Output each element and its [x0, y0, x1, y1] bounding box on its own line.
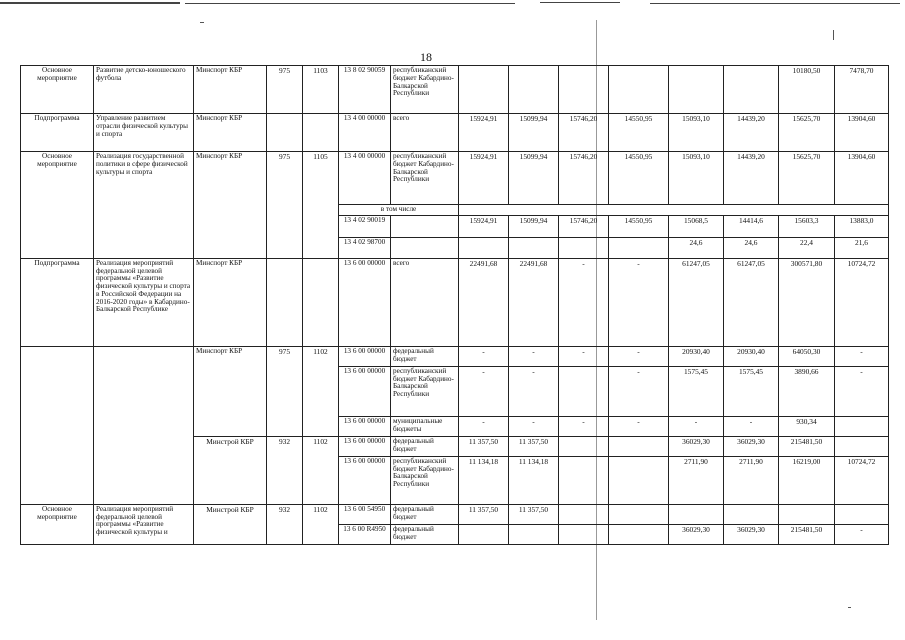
value-cell: 15924,91	[459, 114, 509, 152]
value-cell: 215481,50	[779, 436, 835, 456]
value-cell: -	[609, 258, 669, 346]
row-type: Подпрограмма	[21, 114, 94, 152]
value-cell: -	[609, 416, 669, 436]
row-source: всего	[391, 258, 459, 346]
value-cell: -	[559, 416, 609, 436]
value-cell	[459, 237, 509, 258]
row-name	[94, 346, 194, 504]
row-csr: 13 6 00 R4950	[339, 524, 391, 544]
row-executor: Минспорт КБР	[194, 346, 267, 436]
value-cell: 13904,60	[835, 114, 889, 152]
value-cell: -	[669, 416, 724, 436]
scan-top-line-4	[650, 3, 900, 4]
value-cell: 15746,20	[559, 152, 609, 205]
row-csr: 13 4 02 98700	[339, 237, 391, 258]
value-cell: 20930,40	[724, 346, 779, 366]
table-row	[21, 346, 889, 366]
row-csr: 13 6 00 00000	[339, 456, 391, 504]
value-cell: -	[835, 366, 889, 416]
value-cell	[509, 237, 559, 258]
value-cell	[559, 66, 609, 114]
row-type	[21, 346, 94, 504]
empty-cell	[267, 114, 303, 152]
scan-speck	[200, 22, 204, 23]
scan-top-line-3	[540, 2, 620, 3]
value-cell: 11 357,50	[459, 504, 509, 524]
row-name: Реализация мероприятий федеральной целевой программы «Развитие физической культуры и спорта в Российской Федерации на 2016-2020 годы» в Кабардино-Балкарской Республике	[94, 258, 194, 346]
value-cell: -	[835, 346, 889, 366]
value-cell: -	[559, 258, 609, 346]
row-executor: Минспорт КБР	[194, 114, 267, 152]
value-cell	[559, 237, 609, 258]
value-cell: -	[459, 416, 509, 436]
value-cell	[559, 436, 609, 456]
value-cell: 15924,91	[459, 215, 509, 237]
value-cell: 1575,45	[724, 366, 779, 416]
row-executor: Минспорт КБР	[194, 152, 267, 259]
row-source: федеральный бюджет	[391, 504, 459, 524]
value-cell: 14550,95	[609, 114, 669, 152]
value-cell	[609, 456, 669, 504]
value-cell: 10724,72	[835, 456, 889, 504]
row-source: республиканский бюджет Кабардино-Балкарской Республики	[391, 456, 459, 504]
value-cell	[559, 456, 609, 504]
value-cell: -	[509, 366, 559, 416]
row-csr: 13 6 00 00000	[339, 366, 391, 416]
row-grbs: 975	[267, 66, 303, 114]
value-cell: 11 357,50	[509, 504, 559, 524]
row-source: федеральный бюджет	[391, 436, 459, 456]
row-source: республиканский бюджет Кабардино-Балкарской Республики	[391, 66, 459, 114]
row-rzpr: 1103	[303, 66, 339, 114]
row-executor: Минспорт КБР	[194, 66, 267, 114]
table-row	[21, 152, 889, 205]
value-cell: 15093,10	[669, 114, 724, 152]
table-row	[21, 504, 889, 524]
value-cell: 10180,50	[779, 66, 835, 114]
value-cell: 15746,20	[559, 215, 609, 237]
value-cell: 14550,95	[609, 152, 669, 205]
row-csr: 13 4 00 00000	[339, 152, 391, 205]
empty-cell	[303, 114, 339, 152]
page-number: 18	[420, 50, 432, 64]
empty-cell	[391, 215, 459, 237]
value-cell: 15099,94	[509, 114, 559, 152]
row-rzpr: 1102	[303, 346, 339, 436]
scan-speck	[833, 30, 834, 40]
row-name: Реализация мероприятий федеральной целевой программы «Развитие физической культуры и	[94, 504, 194, 544]
value-cell: 7478,70	[835, 66, 889, 114]
value-cell: -	[559, 346, 609, 366]
value-cell	[835, 416, 889, 436]
empty-cell	[303, 258, 339, 346]
row-name: Управление развитием отрасли физической культуры и спорта	[94, 114, 194, 152]
row-type: Подпрограмма	[21, 258, 94, 346]
value-cell: 24,6	[669, 237, 724, 258]
row-source: федеральный бюджет	[391, 346, 459, 366]
row-rzpr: 1102	[303, 436, 339, 504]
value-cell: 22491,68	[509, 258, 559, 346]
value-cell: 61247,05	[669, 258, 724, 346]
value-cell: 14439,20	[724, 114, 779, 152]
row-name: Развитие детско-юношеского футбола	[94, 66, 194, 114]
value-cell: 11 134,18	[459, 456, 509, 504]
value-cell: 2711,90	[669, 456, 724, 504]
empty-cell	[267, 258, 303, 346]
row-csr: 13 6 00 00000	[339, 258, 391, 346]
value-cell: 36029,30	[669, 436, 724, 456]
row-type: Основное мероприятие	[21, 504, 94, 544]
value-cell: -	[459, 366, 509, 416]
value-cell: 1575,45	[669, 366, 724, 416]
value-cell: -	[459, 346, 509, 366]
value-cell: -	[609, 346, 669, 366]
value-cell: 215481,50	[779, 524, 835, 544]
value-cell: 11 357,50	[509, 436, 559, 456]
value-cell: 14550,95	[609, 215, 669, 237]
value-cell	[559, 524, 609, 544]
value-cell: 2711,90	[724, 456, 779, 504]
value-cell: 15093,10	[669, 152, 724, 205]
row-grbs: 932	[267, 436, 303, 504]
scan-top-line-1	[0, 2, 180, 4]
value-cell	[559, 504, 609, 524]
table-row	[21, 258, 889, 346]
value-cell: 13883,0	[835, 215, 889, 237]
row-source: в том числе	[339, 205, 459, 216]
value-cell	[724, 504, 779, 524]
row-executor: Минспорт КБР	[194, 258, 267, 346]
value-cell: 15924,91	[459, 152, 509, 205]
row-csr: 13 6 00 00000	[339, 436, 391, 456]
value-cell	[509, 524, 559, 544]
row-csr: 13 8 02 90059	[339, 66, 391, 114]
row-source: федеральный бюджет	[391, 524, 459, 544]
value-cell	[459, 524, 509, 544]
row-csr: 13 4 00 00000	[339, 114, 391, 152]
value-cell: 930,34	[779, 416, 835, 436]
value-cell: 36029,30	[724, 436, 779, 456]
value-cell: 22,4	[779, 237, 835, 258]
value-cell	[509, 66, 559, 114]
value-cell	[609, 504, 669, 524]
value-cell: 11 134,18	[509, 456, 559, 504]
row-grbs: 975	[267, 152, 303, 259]
value-cell: 64050,30	[779, 346, 835, 366]
value-cell	[459, 66, 509, 114]
row-grbs: 932	[267, 504, 303, 544]
value-cell: -	[724, 416, 779, 436]
row-source: всего	[391, 114, 459, 152]
value-cell: 20930,40	[669, 346, 724, 366]
row-grbs: 975	[267, 346, 303, 436]
value-cell: 13904,60	[835, 152, 889, 205]
row-csr: 13 6 00 00000	[339, 346, 391, 366]
value-cell: 36029,30	[669, 524, 724, 544]
value-cell	[559, 366, 609, 416]
value-cell: 15746,20	[559, 114, 609, 152]
value-cell: -	[509, 416, 559, 436]
row-executor: Минстрой КБР	[194, 436, 267, 504]
row-rzpr: 1102	[303, 504, 339, 544]
row-csr: 13 6 00 54950	[339, 504, 391, 524]
value-cell	[779, 504, 835, 524]
budget-table	[20, 65, 889, 545]
value-cell: 11 357,50	[459, 436, 509, 456]
row-csr: 13 4 02 90019	[339, 215, 391, 237]
value-cell: 15603,3	[779, 215, 835, 237]
value-cell: -	[609, 366, 669, 416]
row-type: Основное мероприятие	[21, 66, 94, 114]
value-cell	[609, 436, 669, 456]
table-row	[21, 66, 889, 114]
row-executor: Минстрой КБР	[194, 504, 267, 544]
row-type: Основное мероприятие	[21, 152, 94, 259]
row-rzpr: 1105	[303, 152, 339, 259]
value-cell: 15099,94	[509, 215, 559, 237]
row-source: муниципальные бюджеты	[391, 416, 459, 436]
value-cell	[609, 237, 669, 258]
value-cell: 15068,5	[669, 215, 724, 237]
value-cell: 15099,94	[509, 152, 559, 205]
value-cell	[609, 66, 669, 114]
row-csr: 13 6 00 00000	[339, 416, 391, 436]
row-source: республиканский бюджет Кабардино-Балкарской Республики	[391, 366, 459, 416]
value-cell: 14439,20	[724, 152, 779, 205]
value-cell: 15625,70	[779, 114, 835, 152]
row-source: республиканский бюджет Кабардино-Балкарской Республики	[391, 152, 459, 205]
value-cell: -	[835, 524, 889, 544]
value-cell: 14414,6	[724, 215, 779, 237]
value-cell: 24,6	[724, 237, 779, 258]
value-cell: 36029,30	[724, 524, 779, 544]
value-cell: -	[509, 346, 559, 366]
value-cell: 61247,05	[724, 258, 779, 346]
value-cell: 300571,80	[779, 258, 835, 346]
value-cell: 3890,66	[779, 366, 835, 416]
value-cell: 16219,00	[779, 456, 835, 504]
value-cell: 21,6	[835, 237, 889, 258]
value-cell	[835, 436, 889, 456]
value-cell	[609, 524, 669, 544]
value-cell	[724, 66, 779, 114]
value-cell: 10724,72	[835, 258, 889, 346]
value-cell: 22491,68	[459, 258, 509, 346]
scan-speck	[848, 607, 851, 608]
value-cell	[835, 504, 889, 524]
value-cell	[669, 66, 724, 114]
row-name: Реализация государственной политики в сфере физической культуры и спорта	[94, 152, 194, 259]
empty-cell	[391, 237, 459, 258]
value-cell: 15625,70	[779, 152, 835, 205]
value-cell	[669, 504, 724, 524]
empty-cell	[459, 205, 889, 216]
scan-top-line-2	[185, 3, 515, 4]
table-row	[21, 114, 889, 152]
